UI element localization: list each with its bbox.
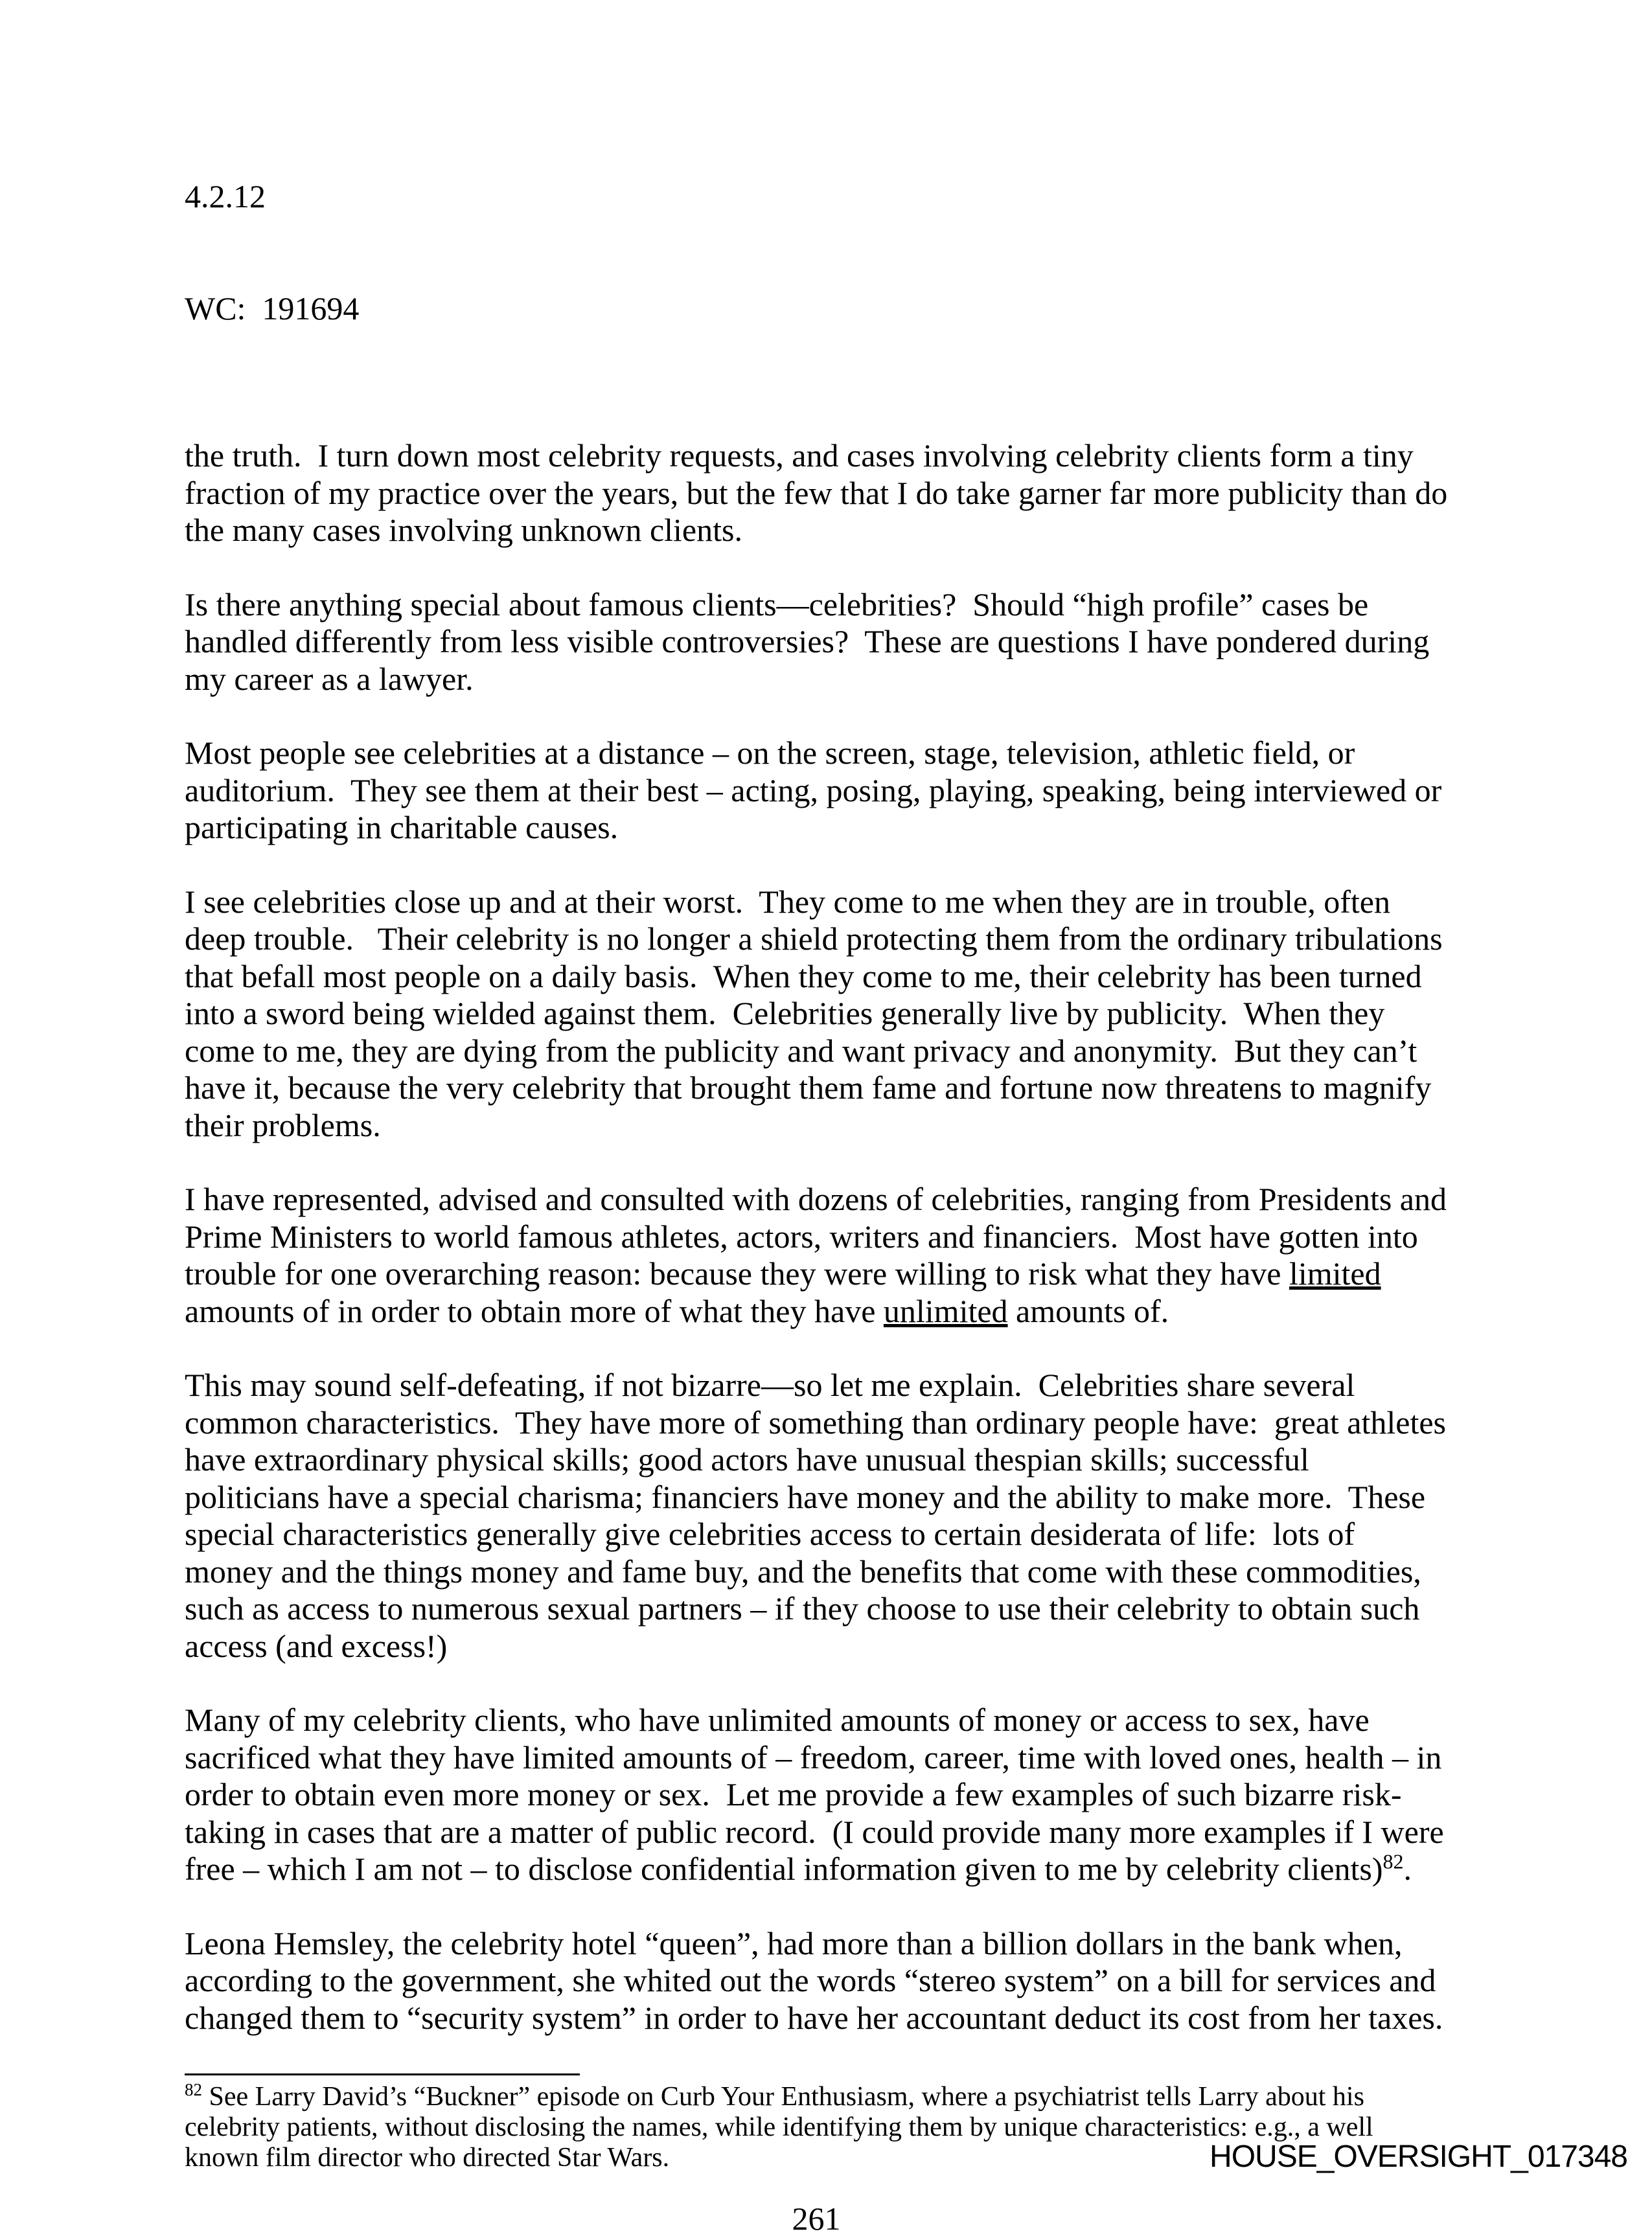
paragraph-4	[185, 883, 1451, 1145]
header-date: 4.2.12	[185, 178, 266, 214]
paragraph-2-text: Is there anything special about famous clients—celebrities? Should “high profile” cases be handled differently from less visible controversies? These are questions I have pondered during my career as a lawyer.	[185, 586, 1438, 697]
paragraph-1-text: the truth. I turn down most celebrity requests, and cases involving celebrity clients form a tiny fraction of my practice over the years, but the few that I do take garner far more publicity than do the many cases involving unknown clients.	[185, 437, 1456, 548]
header-word-count: WC: 191694	[185, 290, 360, 326]
paragraph-6-text: This may sound self-defeating, if not bizarre—so let me explain. Celebrities share several common characteristics. They have more of something than ordinary people have: great athletes have extraordinary physical skills; good actors have unusual thespian skills; successful politicians have a special charisma; financiers have money and the ability to make more. These special characteristics generally give celebrities access to certain desiderata of life: lots of money and the things money and fame buy, and the benefits that come with these commodities, such as access to numerous sexual partners – if they choose to use their celebrity to obtain such access (and excess!)	[185, 1367, 1454, 1664]
paragraph-7	[185, 1702, 1452, 1888]
underlined-word-unlimited: unlimited	[883, 1292, 1008, 1329]
paragraph-8	[185, 1925, 1448, 2037]
paragraph-3-text: Most people see celebrities at a distance – on the screen, stage, television, athletic field, or auditorium. They see them at their best – acting, posing, playing, speaking, being interviewed or participating in charitable causes.	[185, 735, 1450, 845]
paragraph-4-text: I see celebrities close up and at their worst. They come to me when they are in trouble, often deep trouble. Their celebrity is no longer a shield protecting them from the ordinary tribulations that befall most people on a daily basis. When they come to me, their celebrity has been turned into a sword being wielded against them. Celebrities generally live by publicity. When they come to me, they are dying from the publicity and want privacy and anonymity. But they can’t have it, because the very celebrity that brought them fame and fortune now threatens to magnify their problems.	[185, 883, 1451, 1143]
footnote-82-marker: 82	[185, 2080, 202, 2099]
paragraph-5-text-pre: I have represented, advised and consulted with dozens of celebrities, ranging from Presidents and Prime Ministers to world famous athletes, actors, writers and financiers. Most have gotten into trouble for one overarching reason: because they were willing to risk what they have	[185, 1181, 1455, 1292]
footnote-reference-82: 82	[1382, 1849, 1404, 1873]
footnote-separator	[185, 2073, 580, 2075]
bates-stamp: HOUSE_OVERSIGHT_017348	[1210, 2140, 1627, 2174]
document-header	[185, 104, 1448, 402]
page-number: 261	[792, 2200, 841, 2237]
paragraph-2	[185, 586, 1448, 698]
footnote-82-text: See Larry David’s “Buckner” episode on Curb Your Enthusiasm, where a psychiatrist tells Larry about his celebrity patients, without disclosing the names, while identifying them by unique characteristics: e.g., a well known film director who directed Star Wars.	[185, 2082, 1381, 2173]
paragraph-6	[185, 1367, 1454, 1665]
underlined-word-limited: limited	[1289, 1255, 1381, 1292]
paragraph-7-text: Many of my celebrity clients, who have unlimited amounts of money or access to sex, have sacrificed what they have limited amounts of – freedom, career, time with loved ones, health – in order to obtain even more money or sex. Let me provide a few examples of such bizarre risk-taking in cases that are a matter of public record. (I could provide many more examples if I were free – which I am not – to disclose confidential information given to me by celebrity clients)	[185, 1702, 1452, 1887]
paragraph-5	[185, 1181, 1455, 1330]
paragraph-7-text-post: .	[1403, 1851, 1412, 1887]
paragraph-8-text: Leona Hemsley, the celebrity hotel “queen”, had more than a billion dollars in the bank when, according to the government, she whited out the words “stereo system” on a bill for services and changed them to “security system” in order to have her accountant deduct its cost from her taxes.	[185, 1924, 1444, 2036]
document-page-content	[185, 104, 1456, 2238]
paragraph-3	[185, 735, 1448, 847]
paragraph-5-text-post: amounts of.	[1007, 1292, 1169, 1329]
paragraph-1	[185, 437, 1456, 549]
paragraph-5-text-mid: amounts of in order to obtain more of what they have	[185, 1255, 1390, 1329]
